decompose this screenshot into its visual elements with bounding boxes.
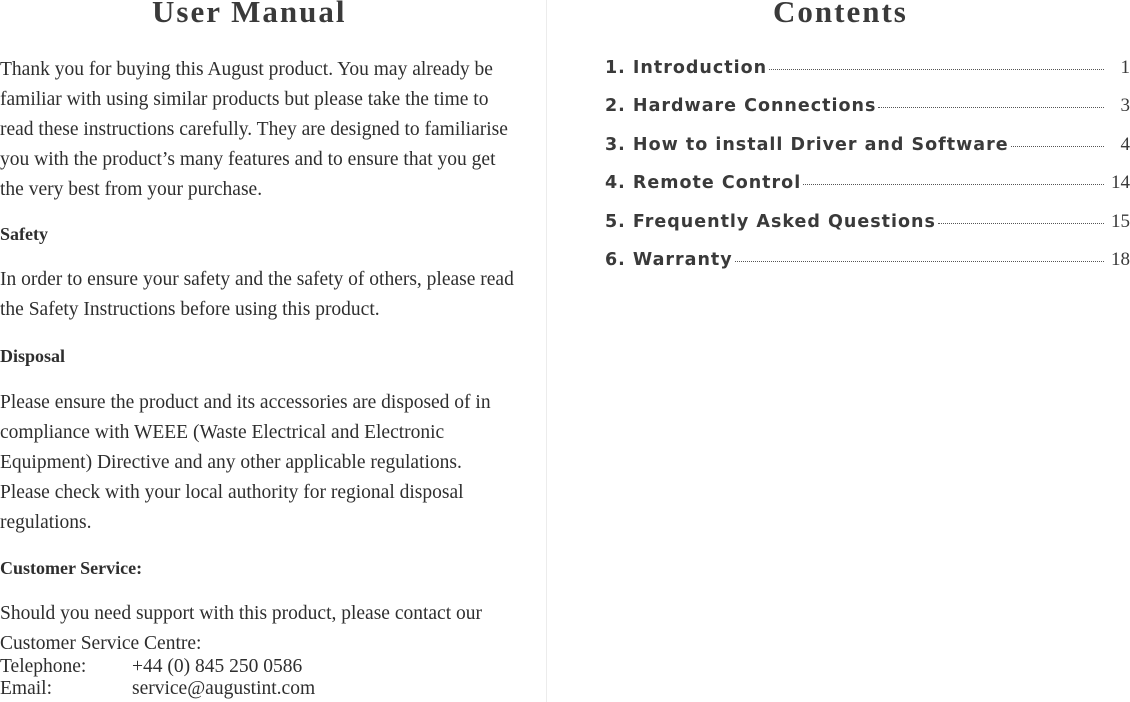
safety-heading: Safety [0,224,48,244]
toc-entry-page: 3 [1120,95,1130,117]
page-divider [546,0,547,702]
table-of-contents [605,57,1130,287]
toc-entry-page: 1 [1120,57,1130,78]
right-page [548,0,1130,702]
toc-entry-page: 18 [1111,248,1130,270]
toc-entry-title: 3. How to install Driver and Software [605,134,1009,155]
toc-leader-dots [735,261,1104,262]
toc-entry-title: 5. Frequently Asked Questions [605,211,936,232]
toc-entry[interactable] [605,134,1130,172]
telephone-row [0,656,315,678]
telephone-value: +44 (0) 845 250 0586 [132,656,303,677]
telephone-label: Telephone: [0,656,87,677]
email-label: Email: [0,678,52,699]
customer-service-heading: Customer Service: [0,558,143,578]
toc-entry[interactable] [605,57,1130,95]
page-title-user-manual: User Manual [152,0,347,29]
toc-entry-page: 14 [1111,172,1130,194]
toc-entry[interactable] [605,95,1130,133]
toc-leader-dots [769,69,1104,70]
contact-details [0,656,315,700]
toc-entry[interactable] [605,249,1130,287]
toc-entry-title: 4. Remote Control [605,173,802,194]
disposal-paragraph: Please ensure the product and its accessories are disposed of in compliance with WEEE (Waste Electrical and Electronic Equipment) Directive and any other applicable regulations. Please check with your local authority for regional disposal regulations. [0,392,491,533]
toc-entry-title: 1. Introduction [605,58,768,78]
customer-service-paragraph: Should you need support with this product, please contact our Customer Service Centre: [0,603,482,654]
toc-entry-page: 15 [1111,210,1130,232]
toc-leader-dots [878,107,1104,108]
email-row [0,678,315,700]
email-value: service@augustint.com [132,678,316,699]
toc-entry-title: 6. Warranty [605,249,733,270]
left-page [0,0,520,702]
toc-leader-dots [938,223,1104,224]
toc-leader-dots [1011,146,1104,147]
disposal-heading: Disposal [0,346,66,366]
toc-entry-title: 2. Hardware Connections [605,96,877,117]
intro-paragraph: Thank you for buying this August product. You may already be familiar with using similar products but please take the time to read these instructions carefully. They are designed to familiarise you with the product’s many features and to ensure that you get the very best from your purchase. [0,59,508,200]
page-title-contents: Contents [773,0,908,29]
safety-paragraph: In order to ensure your safety and the safety of others, please read the Safety Instructions before using this product. [0,269,514,320]
toc-leader-dots [803,184,1104,185]
toc-entry[interactable] [605,172,1130,210]
toc-entry[interactable] [605,211,1130,249]
toc-entry-page: 4 [1120,133,1130,155]
